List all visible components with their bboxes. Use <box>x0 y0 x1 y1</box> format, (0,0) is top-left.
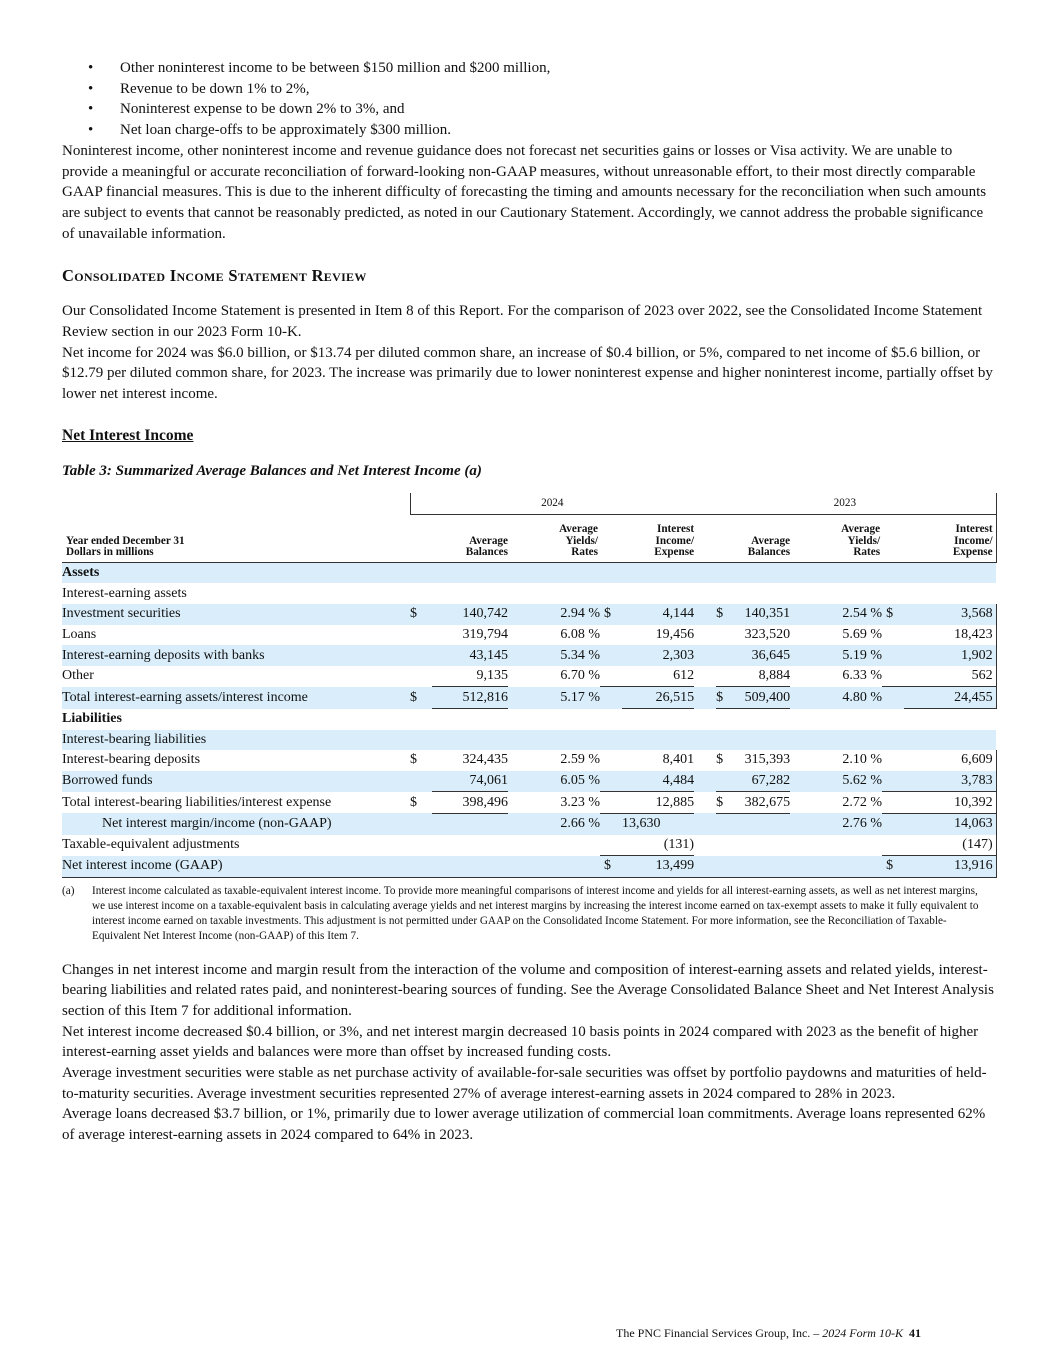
footnote-text: Interest income calculated as taxable-equivalent interest income. To provide more meaningful comparisons of interest income and yields for all interest-earning assets, as well as net interest margins, we use interest income on a taxable-equivalent basis in calculating average yields and net interest margins by increasing the interest income earned on tax-exempt assets to make it fully equivalent to interest income earned on taxable investments. This adjustment is not permitted under GAAP on the Consolidated Income Statement. For more information, see the Reconciliation of Taxable-Equivalent Net Interest Income (non-GAAP) of this Item 7. <box>92 884 979 943</box>
guidance-list <box>62 58 996 141</box>
col-interest-2024: Interest Income/ Expense <box>654 523 695 559</box>
col-interest-2023: Interest Income/ Expense <box>904 514 996 562</box>
guidance-item: • Revenue to be down 1% to 2%, <box>62 79 996 100</box>
net-interest-table <box>62 493 997 878</box>
page-footer <box>616 1326 921 1341</box>
table-row: Net interest margin/income (non-GAAP) 2.66 % 13,630 2.76 % 14,063 <box>62 813 996 834</box>
table-row: Liabilities <box>62 711 122 727</box>
table-row: Interest-earning deposits with banks 43,145 5.34 % 2,303 36,645 5.19 % 1,902 <box>62 645 996 666</box>
table-row: Loans 319,794 6.08 % 19,456 323,520 5.69 % 18,423 <box>62 625 996 646</box>
footer-form: 2024 Form 10-K <box>822 1326 903 1340</box>
year-2023-header: 2023 <box>694 493 996 515</box>
guidance-item: • Other noninterest income to be between $150 million and $200 million, <box>62 58 996 79</box>
col-average-balances-2023: Average Balances <box>747 534 791 559</box>
document-page <box>62 58 996 1146</box>
year-header-row <box>62 493 996 515</box>
table-row: Interest-earning assets <box>62 585 187 601</box>
changes-paragraph: Changes in net interest income and margin result from the interaction of the volume and composition of interest-earning assets and related yields, interest-bearing liabilities and related rates paid, and noninterest-bearing sources of funding. See the Average Consolidated Balance Sheet and Net Interest Analysis section of this Item 7 for additional information. <box>62 961 994 1019</box>
table-row: Taxable-equivalent adjustments (131) (147) <box>62 835 996 856</box>
table-row: Net interest income (GAAP) $ 13,499 $ 13,916 <box>62 856 996 878</box>
table-title: Table 3: Summarized Average Balances and Net Interest Income (a) <box>62 462 482 479</box>
table-row: Investment securities $ 140,742 2.94 % $ 4,144 $ 140,351 2.54 % $ 3,568 <box>62 604 996 625</box>
investment-paragraph: Average investment securities were stable as net purchase activity of available-for-sale securities was offset by portfolio paydowns and maturities of held-to-maturity securities. Average investment securities represented 27% of average interest-earning assets in 2024 compared to 28% in 2023. <box>62 1065 987 1102</box>
table-row: Total interest-bearing liabilities/interest expense $ 398,496 3.23 % 12,885 $ 382,675 2.72 % 10,392 <box>62 792 996 814</box>
intro-paragraph: Our Consolidated Income Statement is presented in Item 8 of this Report. For the comparison of 2023 over 2022, see the Consolidated Income Statement Review section in our 2023 Form 10-K. <box>62 303 983 341</box>
section-title: Consolidated Income Statement Review <box>62 266 367 286</box>
decrease-paragraph: Net interest income decreased $0.4 billion, or 3%, and net interest margin decreased 10 basis points in 2024 compared with 2023 as the benefit of higher interest-earning asset yields and balances were more than offset by increased funding costs. <box>62 1023 979 1061</box>
table-row: Interest-bearing deposits $ 324,435 2.59 % 8,401 $ 315,393 2.10 % 6,609 <box>62 750 996 771</box>
page-number: 41 <box>908 1326 921 1340</box>
col-average-yields-2024: Average Yields/ Rates <box>559 523 598 559</box>
subsection-title: Net Interest Income <box>62 426 194 444</box>
loans-paragraph: Average loans decreased $3.7 billion, or 1%, primarily due to lower average utilization of commercial loan commitments. Average loans represented 62% of average interest-earning assets in 2024 compared to 64% in 2023. <box>62 1106 986 1144</box>
guidance-item: • Noninterest expense to be down 2% to 3%, and <box>62 99 996 120</box>
table-row: Total interest-earning assets/interest income $ 512,816 5.17 % 26,515 $ 509,400 4.80 % 24,455 <box>62 687 996 709</box>
table-footnote <box>62 884 996 945</box>
guidance-paragraph: Noninterest income, other noninterest income and revenue guidance does not forecast net securities gains or losses or Visa activity. We are unable to provide a meaningful or accurate reconciliation of forward-looking non-GAAP measures, without unreasonable effort, to their most directly comparable GAAP financial measures. This is due to the inherent difficulty of forecasting the timing and amounts necessary for the reconciliation when such amounts are subject to events that cannot be reasonably predicted, as noted in our Cautionary Statement. Accordingly, we cannot address the probable significance of unavailable information. <box>62 142 987 242</box>
table-row: Borrowed funds 74,061 6.05 % 4,484 67,282 5.62 % 3,783 <box>62 771 996 792</box>
table-row: Other 9,135 6.70 % 612 8,884 6.33 % 562 <box>62 666 996 687</box>
col-average-balances-2024: Average Balances <box>465 534 508 559</box>
footnote-mark: (a) <box>62 884 75 897</box>
column-header-row <box>62 514 996 562</box>
header-label: Year ended December 31 Dollars in millions <box>66 534 185 559</box>
table-row: Interest-bearing liabilities <box>62 730 996 751</box>
col-average-yields-2023: Average Yields/ Rates <box>841 523 881 559</box>
year-2024-header: 2024 <box>410 493 694 515</box>
net-income-paragraph: Net income for 2024 was $6.0 billion, or $13.74 per diluted common share, an increase of $0.4 billion, or 5%, compared to net income of $5.6 billion, or $12.79 per diluted common share, for 2023. The increase was primarily due to lower noninterest expense and higher noninterest income, partially offset by lower net interest income. <box>62 344 993 403</box>
guidance-item: • Net loan charge-offs to be approximately $300 million. <box>62 120 996 141</box>
footer-company: The PNC Financial Services Group, Inc. – <box>616 1326 823 1340</box>
table-row: Assets <box>62 562 996 583</box>
